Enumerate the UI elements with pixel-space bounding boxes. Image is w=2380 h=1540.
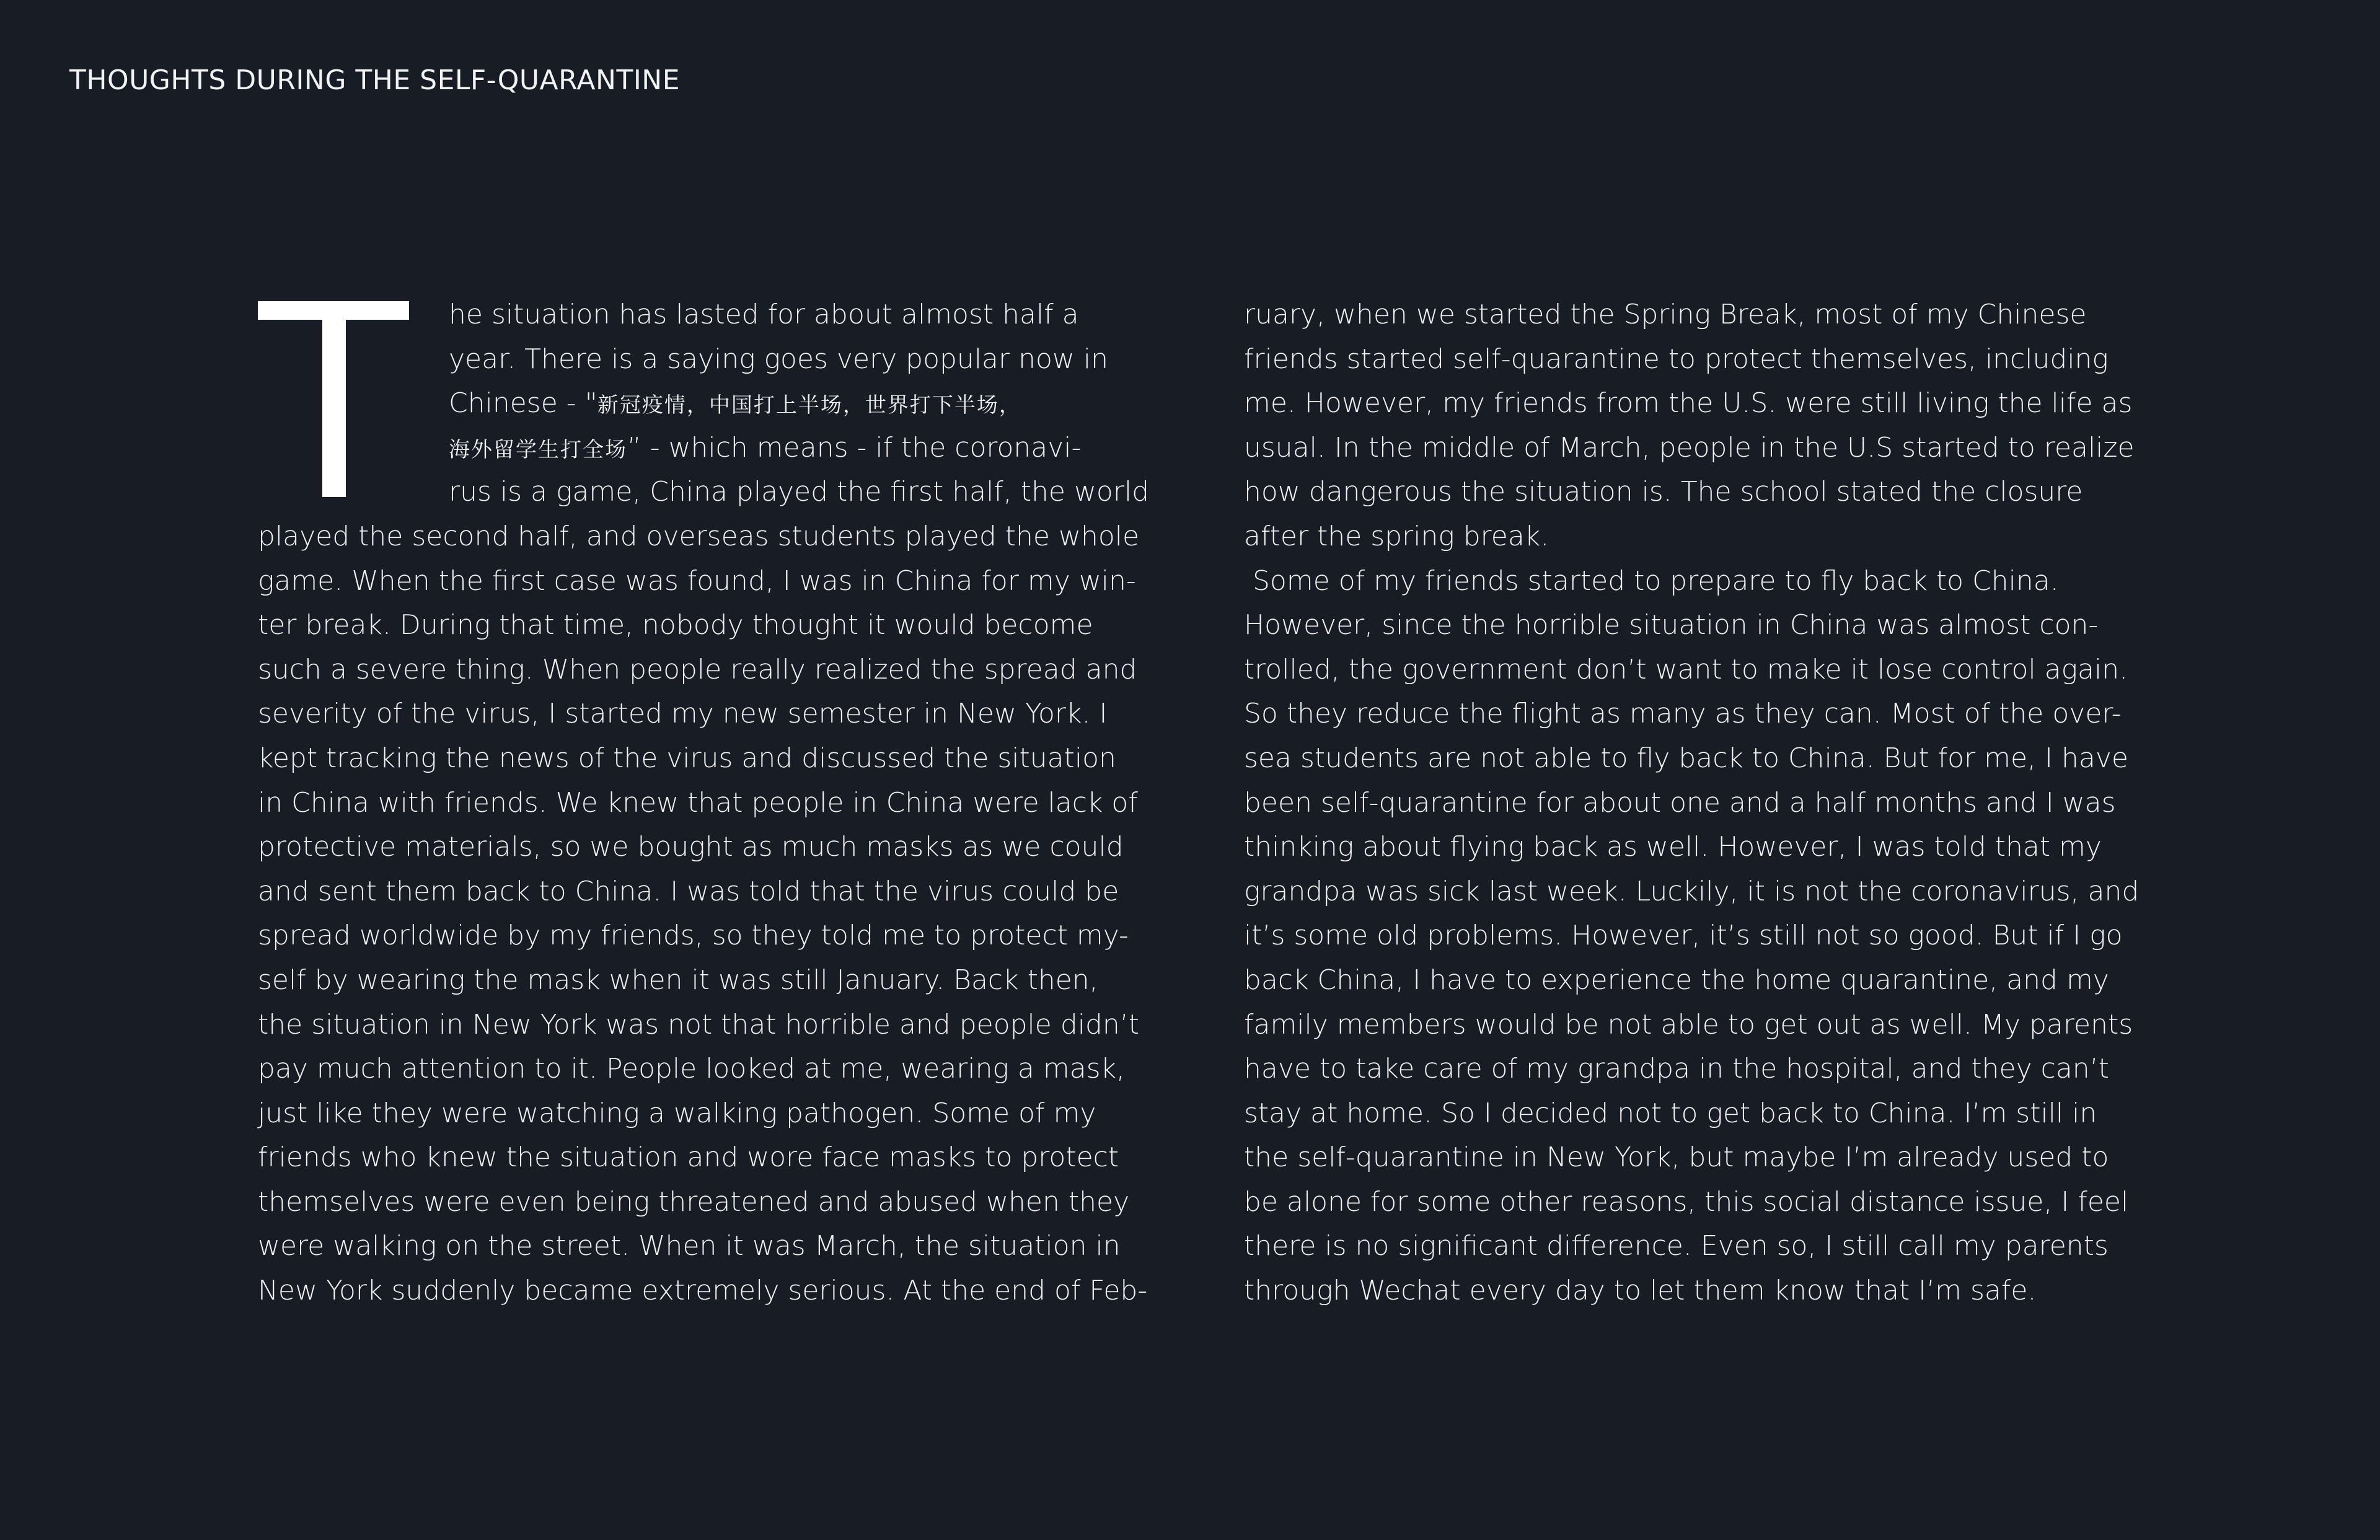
text-fragment: Chinese - " — [449, 387, 597, 420]
text-line: and sent them back to China. I was told that the virus could be — [258, 875, 1119, 907]
text-line: Some of my friends started to prepare to fly back to China. — [1244, 565, 2059, 597]
text-line: be alone for some other reasons, this social distance issue, I feel — [1244, 1186, 2129, 1218]
text-line: in China with friends. We knew that people in China were lack of — [258, 786, 1138, 819]
text-line: ter break. During that time, nobody thought it would become — [258, 609, 1093, 641]
text-line: stay at home. So I decided not to get back to China. I’m still in — [1244, 1097, 2097, 1129]
text-line: such a severe thing. When people really realized the spread and — [258, 653, 1137, 685]
text-line: back China, I have to experience the home quarantine, and my — [1244, 964, 2109, 996]
text-line: were walking on the street. When it was March, the situation in — [258, 1230, 1121, 1262]
text-line: sea students are not able to fly back to China. But for me, I have — [1244, 742, 2128, 774]
text-line: protective materials, so we bought as much masks as we could — [258, 831, 1124, 863]
text-line: trolled, the government don’t want to make it lose control again. — [1244, 653, 2128, 685]
text-line: usual. In the middle of March, people in the U.S started to realize — [1244, 431, 2135, 464]
text-line: just like they were watching a walking pathogen. Some of my — [258, 1097, 1096, 1129]
text-line: ruary, when we started the Spring Break, most of my Chinese — [1244, 299, 2087, 330]
text-line: played the second half, and overseas students played the whole — [258, 520, 1140, 552]
text-line: grandpa was sick last week. Luckily, it is not the coronavirus, and — [1244, 875, 2140, 907]
chinese-quote-line-1: 新冠疫情，中国打上半场，世界打下半场， — [597, 393, 1021, 418]
page-title: THOUGHTS DURING THE SELF-QUARANTINE — [69, 64, 681, 96]
text-line: it’s some old problems. However, it’s still not so good. But if I go — [1244, 920, 2123, 952]
drop-cap-letter — [258, 301, 409, 497]
text-line: thinking about flying back as well. However, I was told that my — [1244, 831, 2102, 863]
text-line: through Wechat every day to let them know that I’m safe. — [1244, 1275, 2037, 1307]
text-line: the situation in New York was not that horrible and people didn’t — [258, 1008, 1140, 1041]
text-line: friends started self-quarantine to protect themselves, including — [1244, 343, 2109, 375]
text-line: pay much attention to it. People looked at me, wearing a mask, — [258, 1053, 1126, 1085]
text-line: how dangerous the situation is. The school stated the closure — [1244, 476, 2083, 508]
chinese-quote-line-2: 海外留学生打全场 — [449, 437, 627, 462]
text-line: self by wearing the mask when it was still January. Back then, — [258, 964, 1098, 996]
text-line: spread worldwide by my friends, so they told me to protect my- — [258, 920, 1129, 952]
text-line: However, since the horrible situation in China was almost con- — [1244, 609, 2099, 641]
text-line: So they reduce the flight as many as they can. Most of the over- — [1244, 698, 2122, 730]
text-fragment: ” - which means - if the coronavi- — [627, 431, 1082, 464]
text-line: family members would be not able to get out as well. My parents — [1244, 1008, 2133, 1041]
article-left-column — [258, 293, 1150, 1313]
text-line: he situation has lasted for about almost half a — [449, 299, 1079, 330]
text-line: after the spring break. — [1244, 520, 1549, 552]
text-line: game. When the first case was found, I was in China for my win- — [258, 565, 1136, 597]
text-line: rus is a game, China played the first half, the world — [449, 476, 1150, 508]
text-line: there is no significant difference. Even so, I still call my parents — [1244, 1230, 2109, 1262]
text-line: been self-quarantine for about one and a half months and I was — [1244, 786, 2116, 819]
text-line: friends who knew the situation and wore face masks to protect — [258, 1142, 1119, 1174]
text-line: me. However, my friends from the U.S. were still living the life as — [1244, 387, 2133, 420]
text-line: kept tracking the news of the virus and discussed the situation — [258, 742, 1116, 774]
text-line: year. There is a saying goes very popular now in — [449, 343, 1108, 375]
article-right-column — [1244, 293, 2140, 1313]
text-line: have to take care of my grandpa in the hospital, and they can’t — [1244, 1053, 2109, 1085]
text-line: severity of the virus, I started my new semester in New York. I — [258, 698, 1108, 730]
text-line: themselves were even being threatened and abused when they — [258, 1186, 1130, 1218]
text-line: the self-quarantine in New York, but maybe I’m already used to — [1244, 1142, 2109, 1174]
text-line: New York suddenly became extremely serious. At the end of Feb- — [258, 1275, 1148, 1307]
